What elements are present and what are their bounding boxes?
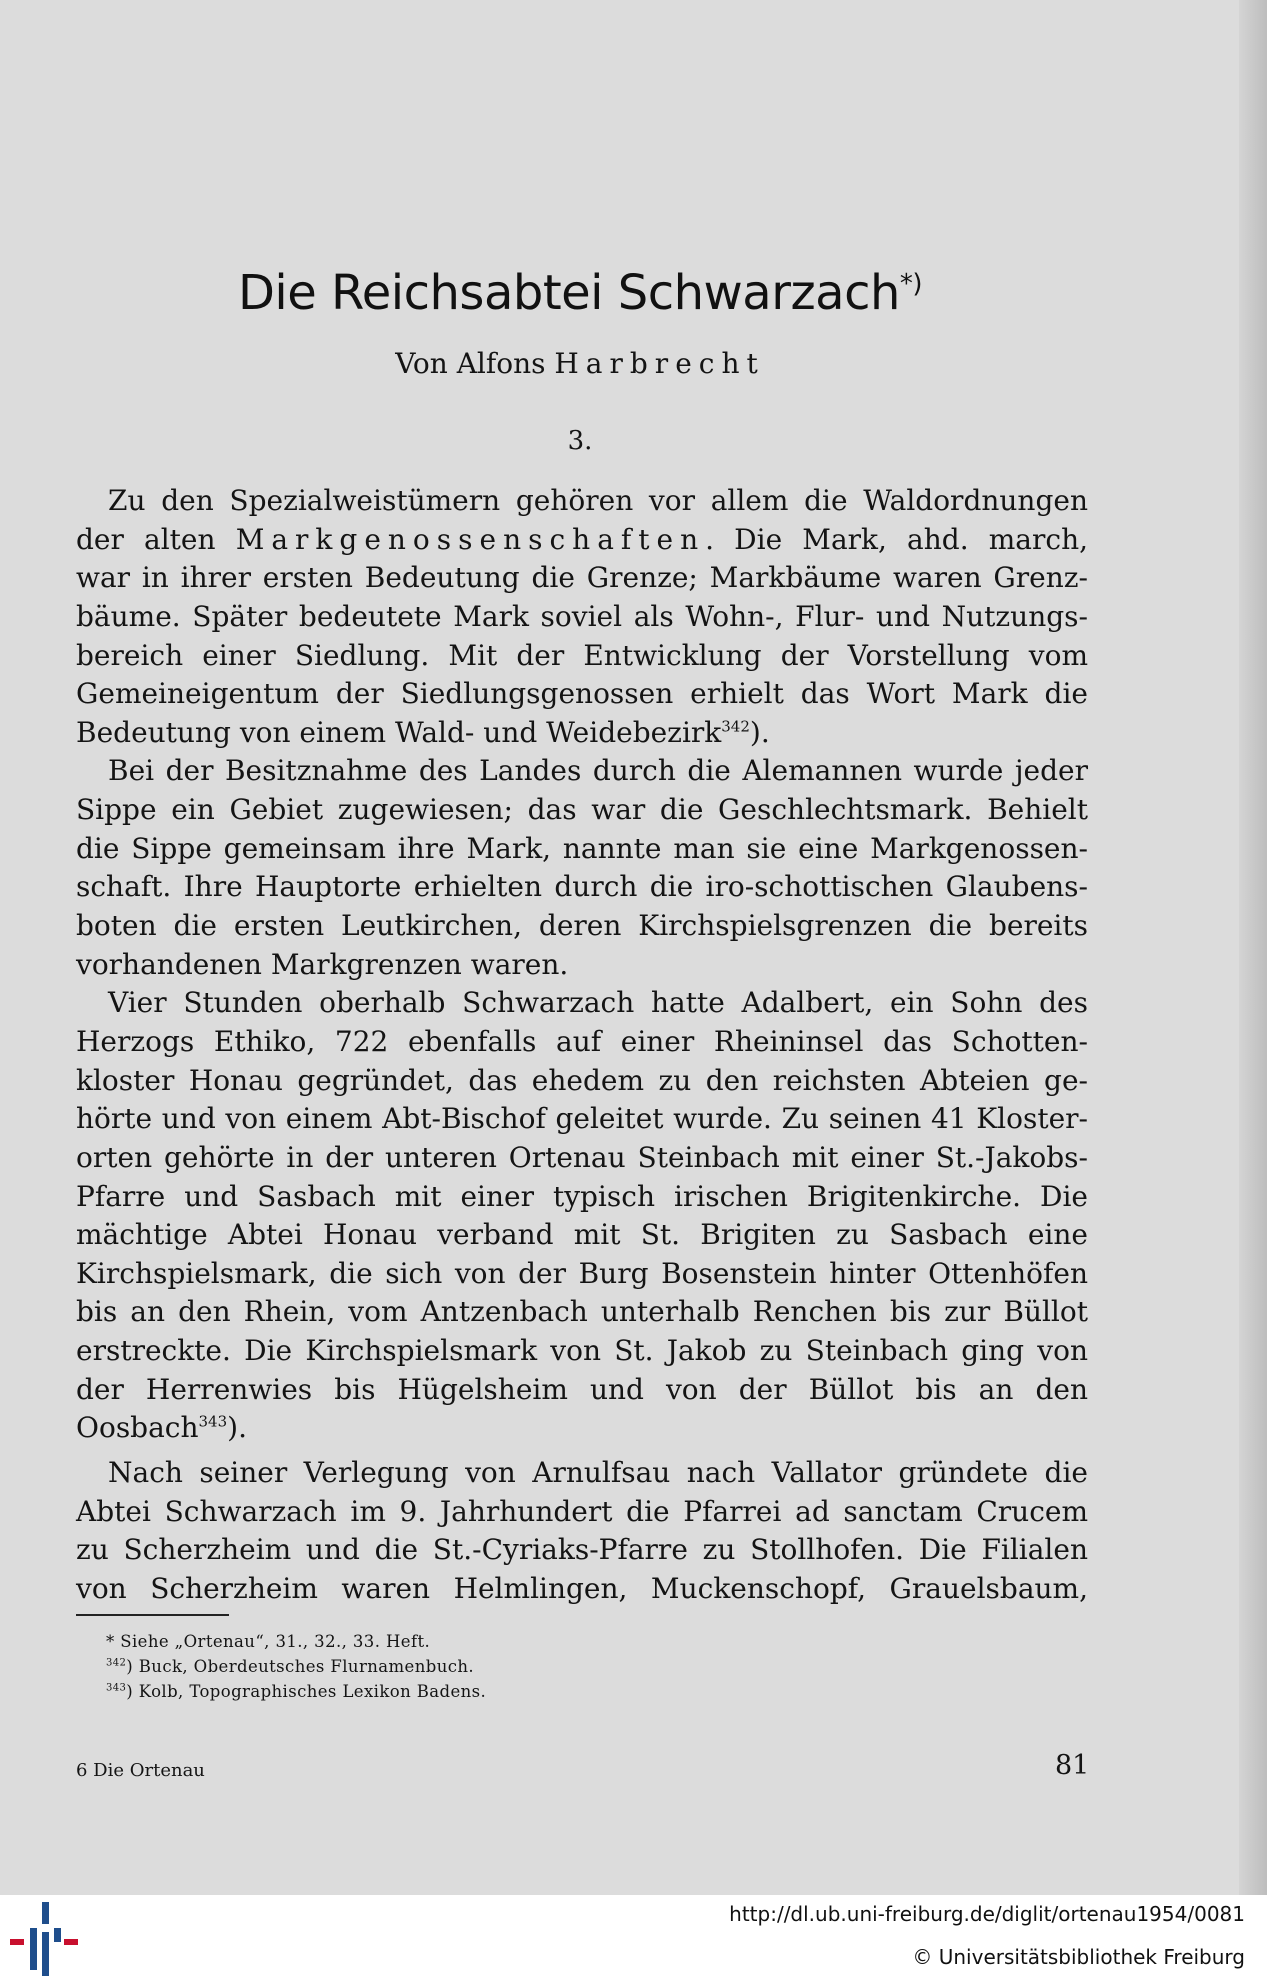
text-line: zu Scherzheim und die St.-Cyriaks-Pfarre zu Stollhofen. Die Filialen: [76, 1533, 1088, 1567]
text-line: bereich einer Siedlung. Mit der Entwicklung der Vorstellung vom: [76, 638, 1088, 672]
text-line: erstreckte. Die Kirchspielsmark von St. Jakob zu Steinbach ging von: [76, 1334, 1088, 1368]
text-line: Oosbach$^{343}$).: [76, 1411, 247, 1445]
text-line: hörte und von einem Abt-Bischof geleitet wurde. Zu seinen 41 Kloster-: [76, 1102, 1088, 1136]
article-title: Die Reichsabtei Schwarzach*): [237, 265, 923, 321]
text-line: Sippe ein Gebiet zugewiesen; das war die Geschlechtsmark. Behielt: [76, 793, 1088, 827]
text-line: Kirchspielsmark, die sich von der Burg Bosenstein hinter Ottenhöfen: [76, 1256, 1088, 1290]
text-line: der alten Markgenossenschaften. Die Mark, ahd. march,: [76, 522, 1089, 556]
text-line: Herzogs Ethiko, 722 ebenfalls auf einer Rheininsel das Schotten-: [76, 1024, 1088, 1058]
text-line: vorhandenen Markgrenzen waren.: [76, 947, 569, 981]
footnote-ref: 342: [721, 717, 750, 736]
copyright-notice: © Universitätsbibliothek Freiburg: [912, 1945, 1245, 1969]
footnote-342: $^{342}$) Buck, Oberdeutsches Flurnamenbuch.: [106, 1657, 475, 1676]
text-line: bäume. Später bedeutete Mark soviel als Wohn-, Flur- und Nutzungs-: [76, 599, 1088, 633]
text-line: mächtige Abtei Honau verband mit St. Brigiten zu Sasbach eine: [76, 1218, 1088, 1252]
ub-freiburg-logo-icon: [8, 1902, 80, 1978]
page-number: 81: [1055, 1750, 1090, 1781]
body-text: [76, 482, 1088, 1609]
text-line: der Herrenwies bis Hügelsheim und von der Büllot bis an den: [76, 1372, 1088, 1406]
text-line: Abtei Schwarzach im 9. Jahrhundert die Pfarrei ad sanctam Crucem: [76, 1494, 1088, 1528]
text-line: kloster Honau gegründet, das ehedem zu den reichsten Abteien ge-: [76, 1063, 1088, 1097]
footnote-343: $^{343}$) Kolb, Topographisches Lexikon Badens.: [106, 1682, 487, 1701]
text-line: boten die ersten Leutkirchen, deren Kirchspielsgrenzen die bereits: [76, 909, 1088, 943]
text-line: Nach seiner Verlegung von Arnulfsau nach Vallator gründete die: [108, 1456, 1088, 1490]
text-line: Bei der Besitznahme des Landes durch die Alemannen wurde jeder: [108, 754, 1088, 788]
footnote-star: * Siehe „Ortenau“, 31., 32., 33. Heft.: [106, 1632, 431, 1651]
text-line: bis an den Rhein, vom Antzenbach unterhalb Renchen bis zur Büllot: [76, 1295, 1088, 1329]
signature-mark: 6 Die Ortenau: [76, 1760, 205, 1781]
text-line: Pfarre und Sasbach mit einer typisch irischen Brigitenkirche. Die: [76, 1179, 1088, 1213]
section-number: 3.: [567, 426, 593, 456]
source-url-link[interactable]: http://dl.ub.uni-freiburg.de/diglit/ortenau1954/0081: [729, 1902, 1245, 1926]
page-edge-shadow: [1239, 0, 1267, 1895]
title-footnote-mark: *): [899, 269, 923, 299]
text-line: war in ihrer ersten Bedeutung die Grenze; Markbäume waren Grenz-: [76, 561, 1088, 595]
text-line: die Sippe gemeinsam ihre Mark, nannte man sie eine Markgenossen-: [76, 831, 1088, 865]
text-line: Gemeineigentum der Siedlungsgenossen erhielt das Wort Mark die: [76, 677, 1088, 711]
text-line: von Scherzheim waren Helmlingen, Muckenschopf, Grauelsbaum,: [76, 1571, 1088, 1605]
text-line: Bedeutung von einem Wald- und Weidebezirk$^{342}$).: [76, 715, 770, 749]
text-line: Zu den Spezialweistümern gehören vor allem die Waldordnungen: [108, 484, 1088, 517]
footnote-divider: [76, 1614, 229, 1616]
text-line: Vier Stunden oberhalb Schwarzach hatte Adalbert, ein Sohn des: [108, 986, 1088, 1020]
emphasis-spaced: Markgenossenschaften: [235, 522, 706, 556]
author-line: Von Alfons Harbrecht: [395, 347, 765, 380]
text-line: orten gehörte in der unteren Ortenau Steinbach mit einer St.-Jakobs-: [76, 1140, 1088, 1174]
author-name: Harbrecht: [554, 347, 765, 380]
text-line: schaft. Ihre Hauptorte erhielten durch die iro-schottischen Glaubens-: [76, 870, 1088, 904]
footnote-ref: 343: [198, 1413, 228, 1432]
